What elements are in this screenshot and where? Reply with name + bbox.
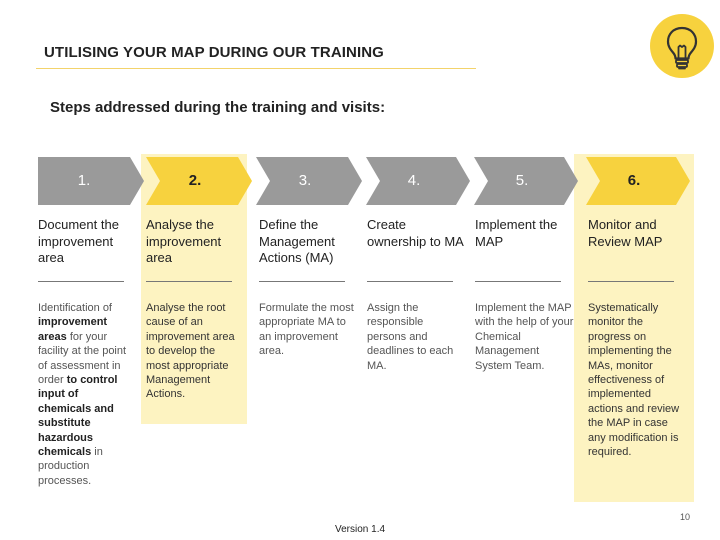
step-description: [38, 301, 128, 488]
step-2-column: [146, 217, 238, 402]
step-divider: [475, 281, 561, 282]
logo-badge: [650, 14, 714, 78]
description-emphasis: to control input of chemicals and substitute hazardous chemicals: [38, 374, 118, 459]
step-6-column: [588, 217, 683, 459]
description-text: Systematically monitor the progress on implementing the MAs, monitor effectiveness of implemented actions and review the MAP in case any modification is required.: [588, 302, 680, 459]
step-2-chevron: [146, 157, 252, 205]
step-1-chevron: [38, 157, 144, 205]
step-number: 5.: [515, 172, 529, 189]
description-emphasis: improvement areas: [38, 316, 108, 343]
step-number: 1.: [77, 172, 91, 189]
step-description: [475, 301, 575, 373]
step-title: Define the Management Actions (MA): [259, 217, 335, 265]
step-title: Analyse the improvement area: [146, 217, 222, 265]
step-divider: [259, 281, 345, 282]
step-description: [259, 301, 354, 359]
version-label: Version 1.4: [335, 524, 386, 535]
description-text: Identification of: [38, 302, 112, 314]
step-number: 2.: [188, 172, 202, 189]
step-3-chevron: [256, 157, 362, 205]
step-divider: [367, 281, 453, 282]
step-description: [146, 301, 238, 402]
step-divider: [38, 281, 124, 282]
lightbulb-icon: [650, 14, 714, 78]
step-4-chevron: [366, 157, 470, 205]
step-4-column: [367, 217, 465, 373]
step-1-column: [38, 217, 128, 488]
step-number: 3.: [298, 172, 312, 189]
step-6-chevron: [586, 157, 690, 205]
step-3-column: [259, 217, 354, 359]
step-title: Implement the MAP: [475, 217, 558, 249]
description-text: Formulate the most appropriate MA to an improvement area.: [259, 302, 354, 358]
description-text: Analyse the root cause of an improvement area to develop the most appropriate Management Actions.: [146, 302, 235, 401]
step-description: [367, 301, 465, 373]
page-number: 10: [680, 512, 691, 522]
description-text: Implement the MAP with the help of your Chemical Management System Team.: [475, 302, 574, 372]
description-text: Assign the responsible persons and deadlines to each MA.: [367, 302, 454, 372]
page-title: UTILISING YOUR MAP DURING OUR TRAINING: [44, 44, 384, 61]
step-number: 4.: [407, 172, 421, 189]
step-divider: [588, 281, 674, 282]
step-title: Monitor and Review MAP: [588, 217, 663, 249]
title-underline: [36, 68, 476, 69]
step-title: Document the improvement area: [38, 217, 119, 265]
step-number: 6.: [627, 172, 641, 189]
step-title: Create ownership to MA: [367, 217, 464, 249]
step-5-column: [475, 217, 575, 373]
step-5-chevron: [474, 157, 578, 205]
section-subtitle: Steps addressed during the training and visits:: [50, 99, 386, 116]
description-text: in production processes.: [38, 446, 103, 487]
step-description: [588, 301, 683, 459]
description-text: for your facility at the point of assessment in order: [38, 330, 127, 387]
step-divider: [146, 281, 232, 282]
